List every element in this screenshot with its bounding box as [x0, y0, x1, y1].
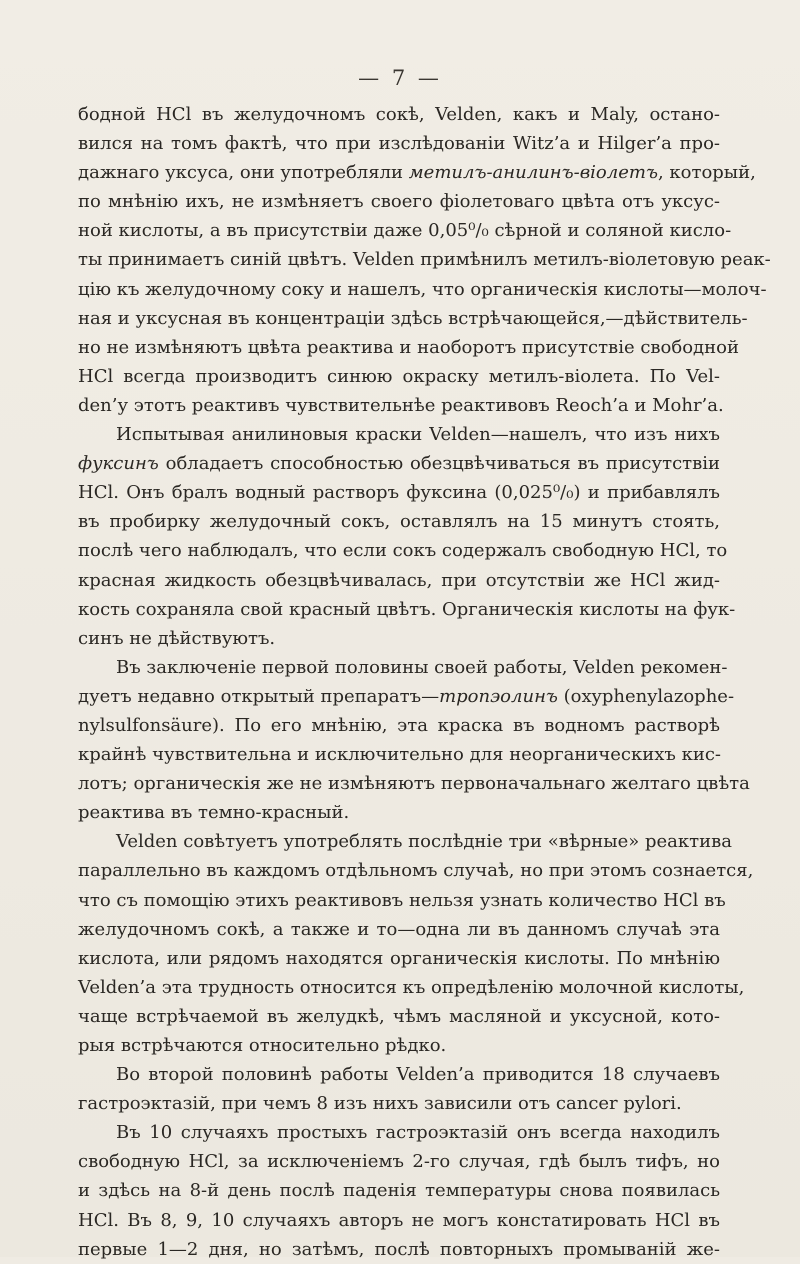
text-line [78, 158, 756, 187]
text-line: бодной НСl въ желудочномъ сокѣ, Velden, какъ и Maly, остано- [78, 104, 720, 125]
text-line: Velden совѣтуетъ употреблять послѣдніе три «вѣрные» реактива [116, 831, 732, 853]
text-line: den’у этотъ реактивъ чувствительнѣе реактивовъ Reoch’а и Mohr’а. [78, 394, 724, 416]
text-line: и здѣсь на 8-й день послѣ паденія температуры снова появилась [78, 1180, 720, 1202]
text-line: параллельно въ каждомъ отдѣльномъ случаѣ, но при этомъ сознается, [78, 860, 754, 882]
text-line: реактива въ темно-красный. [78, 802, 350, 824]
text-line-part: дуетъ недавно открытый препаратъ— [78, 685, 440, 707]
text-line: въ пробирку желудочный сокъ, оставлялъ на 15 минутъ стоять, [78, 511, 720, 533]
text-line: Въ заключеніе первой половины своей работы, Velden рекомен- [116, 656, 728, 678]
text-line: желудочномъ сокѣ, а также и то—одна ли въ данномъ случаѣ эта [78, 918, 720, 940]
text-line-part: обладаетъ способностью обезцвѣчиваться въ присутствіи [158, 453, 720, 475]
text-line: кислота, или рядомъ находятся органическія кислоты. По мнѣнію [78, 947, 720, 969]
text-line: свободную НСl, за исключеніемъ 2-го случая, гдѣ былъ тифъ, но [78, 1151, 720, 1173]
text-line [78, 682, 735, 711]
text-line: НСl. Онъ бралъ водный растворъ фуксина (0,025⁰/₀) и прибавлялъ [78, 482, 720, 504]
text-line: чаще встрѣчаемой въ желудкѣ, чѣмъ масляной и уксусной, кото- [78, 1005, 720, 1027]
text-line: лотъ; органическія же не измѣняютъ первоначальнаго желтаго цвѣта [78, 773, 750, 795]
text-line: цію къ желудочному соку и нашелъ, что органическія кислоты—молоч- [78, 278, 767, 300]
text-line: послѣ чего наблюдалъ, что если сокъ содержалъ свободную НСl, то [78, 540, 728, 562]
italic-term: фуксинъ [78, 453, 159, 475]
text-line: кость сохраняла свой красный цвѣтъ. Органическія кислоты на фук- [78, 598, 736, 620]
text-line: что съ помощію этихъ реактивовъ нельзя узнать количество НСl въ [78, 889, 726, 911]
text-line: первые 1—2 дня, но затѣмъ, послѣ повторныхъ промываній же- [78, 1238, 720, 1260]
text-line: рыя встрѣчаются относительно рѣдко. [78, 1035, 447, 1056]
italic-term: метилъ-анилинъ-віолетъ [408, 162, 658, 184]
text-line: вился на томъ фактѣ, что при изслѣдованіи Witz’а и Hilger’а про- [78, 133, 720, 155]
text-line: nylsulfonsäure). По его мнѣнію, эта краска въ водномъ растворѣ [78, 714, 720, 736]
body-text [78, 100, 771, 1264]
page-number: — 7 — [358, 66, 442, 90]
text-line: гастроэктазій, при чемъ 8 изъ нихъ зависили отъ cancer pylori. [78, 1093, 682, 1115]
text-line-part: (oxyphenylazophe- [557, 685, 735, 707]
italic-term: тропэолинъ [439, 685, 558, 707]
text-line: крайнѣ чувствительна и исключительно для неорганическихъ кис- [78, 744, 721, 766]
text-line [78, 449, 720, 478]
text-line: Velden’а эта трудность относится къ опредѣленію молочной кислоты, [78, 976, 745, 998]
text-line: красная жидкость обезцвѣчивалась, при отсутствіи же НСl жид- [78, 569, 720, 591]
text-line: ная и уксусная въ концентраціи здѣсь встрѣчающейся,—дѣйствитель- [78, 307, 748, 329]
text-line: Въ 10 случаяхъ простыхъ гастроэктазій онъ всегда находилъ [116, 1122, 720, 1144]
text-line: НСl. Въ 8, 9, 10 случаяхъ авторъ не могъ констатировать НСl въ [78, 1209, 720, 1231]
text-line-part: , который, [657, 162, 756, 184]
text-line-part: дажнаго уксуса, они употребляли [78, 162, 409, 184]
text-line: синъ не дѣйствуютъ. [78, 627, 276, 649]
text-line: но не измѣняютъ цвѣта реактива и наоборотъ присутствіе свободной [78, 336, 739, 358]
text-line: ты принимаетъ синій цвѣтъ. Velden примѣнилъ метилъ-віолетовую реак- [78, 249, 771, 271]
text-line: по мнѣнію ихъ, не измѣняетъ своего фіолетоваго цвѣта отъ уксус- [78, 191, 720, 213]
text-line: ной кислоты, а въ присутствіи даже 0,05⁰/₀ сѣрной и соляной кисло- [78, 220, 732, 242]
text-line: Испытывая анилиновыя краски Velden—нашелъ, что изъ нихъ [116, 424, 720, 446]
text-line: НСl всегда производитъ синюю окраску метилъ-віолета. По Vel- [78, 365, 720, 387]
text-line: Во второй половинѣ работы Velden’а приводится 18 случаевъ [116, 1064, 720, 1086]
